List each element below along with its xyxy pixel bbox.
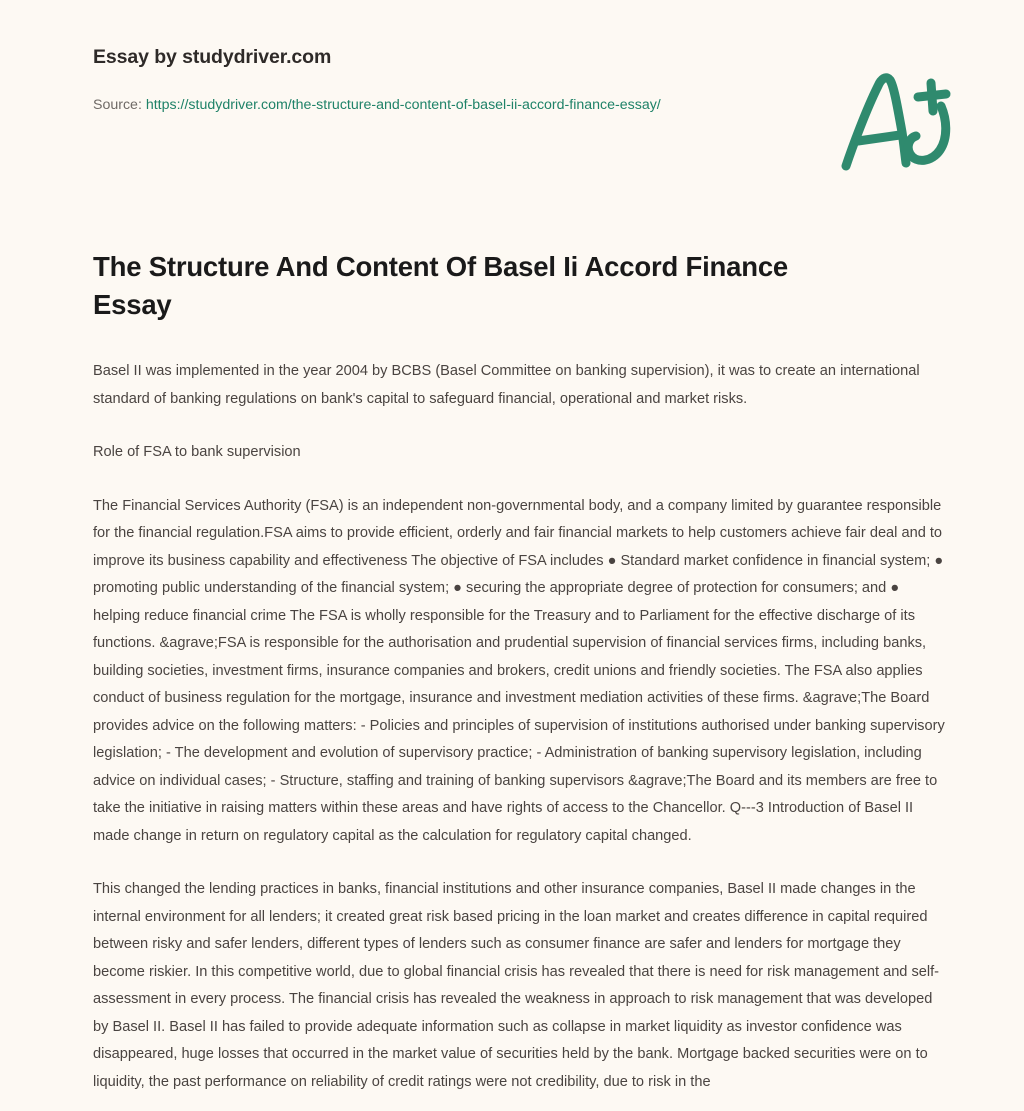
byline: Essay by studydriver.com [93, 46, 332, 68]
paragraph-subheading-fsa-role: Role of FSA to bank supervision [93, 444, 301, 460]
paragraph-intro: Basel II was implemented in the year 2004 by BCBS (Basel Committee on banking supervision), it was to create an international standard of banking regulations on bank's capital to safeguard financial, operational and market risks. [93, 363, 920, 407]
source-label: Source: [93, 97, 146, 113]
document-header [0, 0, 1024, 118]
paragraph-lending-practices: This changed the lending practices in banks, financial institutions and other insurance companies, Basel II made changes in the internal environment for all lenders; it created great risk based pricing in the loan market and creates difference in capital required between risky and safer lenders, different types of lenders such as consumer finance are safer and lenders for mortgage they become riskier. In this competitive world, due to global financial crisis has revealed that there is need for risk management and self-assessment in every process. The financial crisis has revealed the weakness in approach to risk management that was developed by Basel II. Basel II has failed to provide adequate information such as collapse in market liquidity as investor confidence was disappeared, huge losses that occurred in the market value of securities held by the bank. Mortgage backed securities were on to liquidity, the past performance on reliability of credit ratings were not credibility, due to risk in the [93, 881, 940, 1090]
article-body [93, 248, 945, 1096]
source-line [93, 94, 753, 118]
source-url-link[interactable]: https://studydriver.com/the-structure-and-content-of-basel-ii-accord-finance-essay/ [145, 97, 661, 113]
page-title: The Structure And Content Of Basel Ii Accord Finance Essay [93, 251, 789, 320]
paragraph-fsa-overview: The Financial Services Authority (FSA) is an independent non-governmental body, and a company limited by guarantee responsible for the financial regulation.FSA aims to provide efficient, orderly and fair financial markets to help customers achieve fair deal and to improve its business capability and effectiveness The objective of FSA includes ● Standard market confidence in financial system; ● promoting public understanding of the financial system; ● securing the appropriate degree of protection for consumers; and ● helping reduce financial crime The FSA is wholly responsible for the Treasury and to Parliament for the effective discharge of its functions. &agrave;FSA is responsible for the authorisation and prudential supervision of financial services firms, including banks, building societies, investment firms, insurance companies and brokers, credit unions and friendly societies. The FSA also applies conduct of business regulation for the mortgage, insurance and investment mediation activities of these firms. &agrave;The Board provides advice on the following matters: - Policies and principles of supervision of institutions authorised under banking supervisory legislation; - The development and evolution of supervisory practice; - Administration of banking supervisory legislation, including advice on individual cases; - Structure, staffing and training of banking supervisors &agrave;The Board and its members are free to take the initiative in raising matters within these areas and have rights of access to the Chancellor. Q---3 Introduction of Basel II made change in return on regulatory capital as the calculation for regulatory capital changed. [93, 497, 945, 844]
